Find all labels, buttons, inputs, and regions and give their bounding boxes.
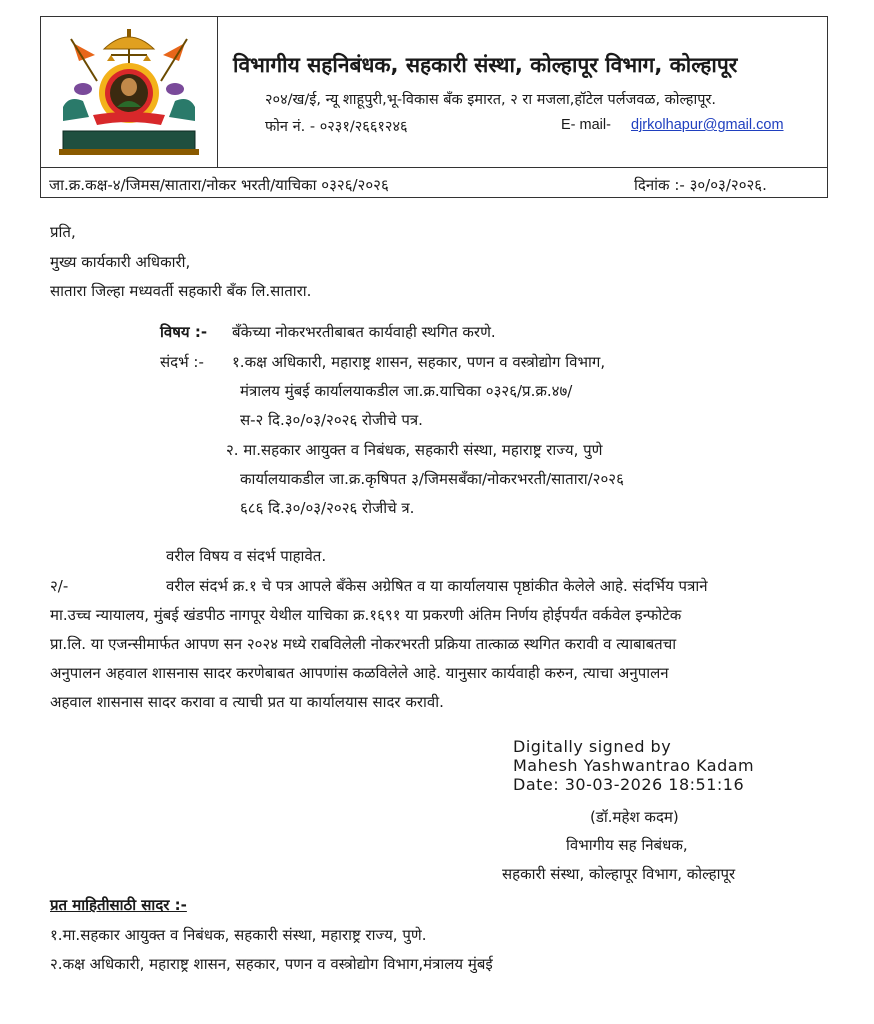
paragraph-line-1: वरील संदर्भ क्र.१ चे पत्र आपले बँकेस अग्रेषित व या कार्यालयास पृष्ठांकीत केलेले आहे. संदर्भिय पत्राने (166, 577, 708, 595)
signatory-name: (डॉ.महेश कदम) (590, 808, 679, 826)
paragraph-line-3: प्रा.लि. या एजन्सीमार्फत आपण सन २०२४ मध्ये राबविलेली नोकरभरती प्रक्रिया तात्काळ स्थगित करावी व त्याबाबतचा (50, 635, 677, 653)
copy-item-2: २.कक्ष अधिकारी, महाराष्ट्र शासन, सहकार, पणन व वस्त्रोद्योग विभाग,मंत्रालय मुंबई (50, 955, 493, 973)
recipient-to: प्रति, (50, 223, 76, 241)
reference-2-line-1: २. मा.सहकार आयुक्त व निबंधक, सहकारी संस्था, महाराष्ट्र राज्य, पुणे (226, 441, 603, 459)
letterhead-divider-horizontal (41, 167, 827, 168)
reference-2-line-2: कार्यालयाकडील जा.क्र.कृषिपत ३/जिमसबँका/नोकरभरती/सातारा/२०२६ (240, 470, 624, 488)
letterhead-top (41, 17, 827, 167)
subject-label: विषय :- (160, 323, 208, 341)
reference-1-line-2: मंत्रालय मुंबई कार्यालयाकडील जा.क्र.याचिका ०३२६/प्र.क्र.४७/ (240, 382, 573, 400)
subject-text: बँकेच्या नोकरभरतीबाबत कार्यवाही स्थगित करणे. (232, 323, 496, 341)
organisation-phone: फोन नं. - ०२३१/२६६१२४६ (265, 119, 408, 135)
reference-number: जा.क्र.कक्ष-४/जिमस/सातारा/नोकर भरती/याचिका ०३२६/२०२६ (49, 176, 389, 194)
signatory-office: सहकारी संस्था, कोल्हापूर विभाग, कोल्हापूर (502, 865, 736, 883)
reference-1-line-3: स-२ दि.३०/०३/२०२६ रोजीचे पत्र. (240, 411, 423, 429)
copy-heading: प्रत माहितीसाठी सादर :- (50, 896, 187, 914)
reference-2-line-3: ६८६ दि.३०/०३/२०२६ रोजीचे त्र. (240, 499, 415, 517)
reference-1-line-1: १.कक्ष अधिकारी, महाराष्ट्र शासन, सहकार, पणन व वस्त्रोद्योग विभाग, (232, 353, 606, 371)
recipient-designation: मुख्य कार्यकारी अधिकारी, (50, 253, 191, 271)
paragraph-line-2: मा.उच्च न्यायालय, मुंबई खंडपीठ नागपूर येथील याचिका क्र.१६९१ या प्रकरणी अंतिम निर्णय होईपर्यंत वर्कवेल इन्फोटेक (50, 606, 682, 624)
letterhead (40, 16, 828, 198)
body-intro: वरील विषय व संदर्भ पाहावेत. (166, 547, 327, 565)
references-label: संदर्भ :- (160, 353, 204, 371)
signatory-designation: विभागीय सह निबंधक, (566, 836, 688, 854)
recipient-organisation: सातारा जिल्हा मध्यवर्ती सहकारी बँक लि.सातारा. (50, 282, 312, 300)
digital-signature-line-1: Digitally signed by (513, 737, 672, 756)
paragraph-number: २/- (50, 577, 69, 595)
reference-date: दिनांक :- ३०/०३/२०२६. (634, 176, 767, 194)
email-label: E- mail- (561, 117, 611, 133)
organisation-title: विभागीय सहनिबंधक, सहकारी संस्था, कोल्हापूर विभाग, कोल्हापूर (233, 53, 738, 77)
emblem-logo (49, 21, 209, 161)
letterhead-divider-vertical (217, 17, 218, 167)
paragraph-line-5: अहवाल शासनास सादर करावा व त्याची प्रत या कार्यालयास सादर करावी. (50, 693, 444, 711)
digital-signature-line-2: Mahesh Yashwantrao Kadam (513, 756, 755, 775)
email-link[interactable]: djrkolhapur@gmail.com (631, 117, 784, 133)
paragraph-line-4: अनुपालन अहवाल शासनास सादर करणेबाबत आपणांस कळविलेले आहे. यानुसार कार्यवाही करुन, त्याचा अनुपालन (50, 664, 669, 682)
copy-item-1: १.मा.सहकार आयुक्त व निबंधक, सहकारी संस्था, महाराष्ट्र राज्य, पुणे. (50, 926, 427, 944)
organisation-address: २०४/ख/ई, न्यू शाहूपुरी,भू-विकास बँक इमारत, २ रा मजला,हॉटेल पर्लजवळ, कोल्हापूर. (265, 92, 717, 108)
digital-signature-line-3: Date: 30-03-2026 18:51:16 (513, 775, 745, 794)
